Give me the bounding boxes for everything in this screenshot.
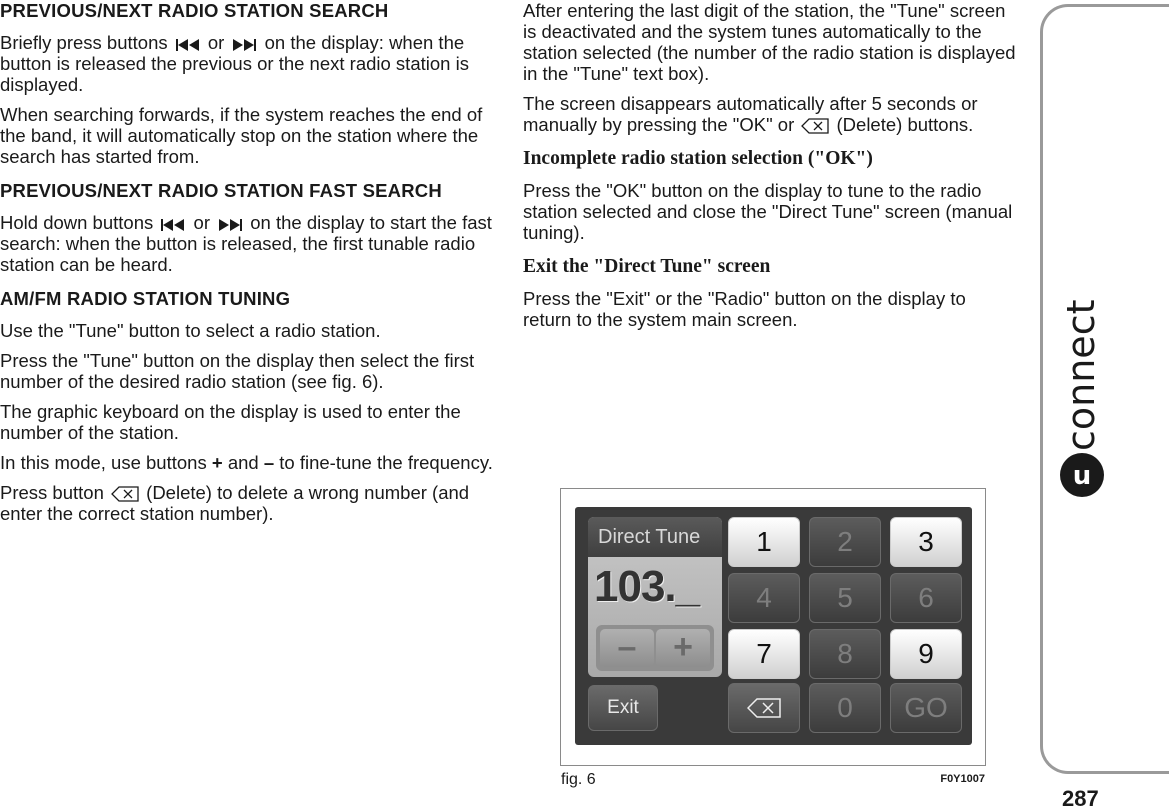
exit-button[interactable]: Exit bbox=[588, 685, 658, 731]
plus-button[interactable]: + bbox=[656, 629, 710, 667]
uconnect-logo bbox=[1056, 275, 1106, 505]
paragraph: When searching forwards, if the system reaches the end of the band, it will automatically stop on the station where the search has started from. bbox=[0, 104, 483, 167]
paragraph: Use the "Tune" button to select a radio station. bbox=[0, 320, 381, 341]
paragraph: In this mode, use buttons + and – to fine-tune the frequency. bbox=[0, 452, 493, 473]
section-heading-exit: Exit the "Direct Tune" screen bbox=[523, 256, 771, 277]
figure-code: F0Y1007 bbox=[940, 773, 985, 785]
paragraph: Press button (Delete) to delete a wrong number (and enter the correct station number). bbox=[0, 482, 470, 524]
previous-track-icon bbox=[175, 38, 201, 52]
fine-tune-controls bbox=[596, 625, 714, 671]
key-7[interactable]: 7 bbox=[728, 629, 800, 679]
paragraph: Hold down buttons or on the display to start the fast search: when the button is released, the first tunable radio station can be heard. bbox=[0, 212, 492, 275]
figure-caption: fig. 6 bbox=[561, 771, 596, 788]
section-heading-fast-search: PREVIOUS/NEXT RADIO STATION FAST SEARCH bbox=[0, 180, 442, 201]
tune-panel bbox=[588, 517, 722, 677]
key-2[interactable]: 2 bbox=[809, 517, 881, 567]
go-button[interactable]: GO bbox=[890, 683, 962, 733]
section-heading-search: PREVIOUS/NEXT RADIO STATION SEARCH bbox=[0, 0, 389, 21]
key-3[interactable]: 3 bbox=[890, 517, 962, 567]
svg-text:u: u bbox=[1072, 461, 1092, 491]
key-5[interactable]: 5 bbox=[809, 573, 881, 623]
svg-text:connect: connect bbox=[1059, 299, 1103, 451]
key-9[interactable]: 9 bbox=[890, 629, 962, 679]
section-heading-incomplete: Incomplete radio station selection ("OK") bbox=[523, 148, 873, 169]
page-number: 287 bbox=[1062, 786, 1099, 811]
tune-title: Direct Tune bbox=[588, 517, 722, 557]
plus-symbol: + bbox=[211, 452, 223, 473]
delete-icon bbox=[747, 698, 781, 718]
delete-icon bbox=[801, 118, 829, 134]
paragraph: After entering the last digit of the station, the "Tune" screen is deactivated and the system tunes automatically to the station selected (the number of the radio station is displayed in the "Tune" text box). bbox=[523, 0, 1016, 84]
minus-symbol: – bbox=[263, 452, 275, 473]
key-4[interactable]: 4 bbox=[728, 573, 800, 623]
key-6[interactable]: 6 bbox=[890, 573, 962, 623]
paragraph: The graphic keyboard on the display is used to enter the number of the station. bbox=[0, 401, 461, 443]
figure-direct-tune bbox=[560, 488, 986, 788]
left-column bbox=[0, 0, 500, 533]
paragraph: Press the "Tune" button on the display then select the first number of the desired radio station (see fig. 6). bbox=[0, 350, 475, 392]
previous-track-icon bbox=[160, 218, 186, 232]
key-8[interactable]: 8 bbox=[809, 629, 881, 679]
key-0[interactable]: 0 bbox=[809, 683, 881, 733]
delete-icon bbox=[111, 486, 139, 502]
paragraph: The screen disappears automatically after 5 seconds or manually by pressing the "OK" or (Delete) buttons. bbox=[523, 93, 978, 135]
middle-column bbox=[523, 0, 1018, 339]
direct-tune-screen bbox=[575, 507, 972, 745]
paragraph: Press the "Exit" or the "Radio" button on the display to return to the system main screen. bbox=[523, 288, 966, 330]
minus-button[interactable]: – bbox=[600, 629, 654, 667]
section-heading-tuning: AM/FM RADIO STATION TUNING bbox=[0, 288, 291, 309]
tune-value: 103._ bbox=[594, 562, 700, 611]
next-track-icon bbox=[231, 38, 257, 52]
key-1[interactable]: 1 bbox=[728, 517, 800, 567]
paragraph: Press the "OK" button on the display to tune to the radio station selected and close the "Direct Tune" screen (manual tuning). bbox=[523, 180, 1013, 243]
paragraph: Briefly press buttons or on the display: when the button is released the previous or the next radio station is displayed. bbox=[0, 32, 469, 95]
delete-button[interactable] bbox=[728, 683, 800, 733]
next-track-icon bbox=[217, 218, 243, 232]
